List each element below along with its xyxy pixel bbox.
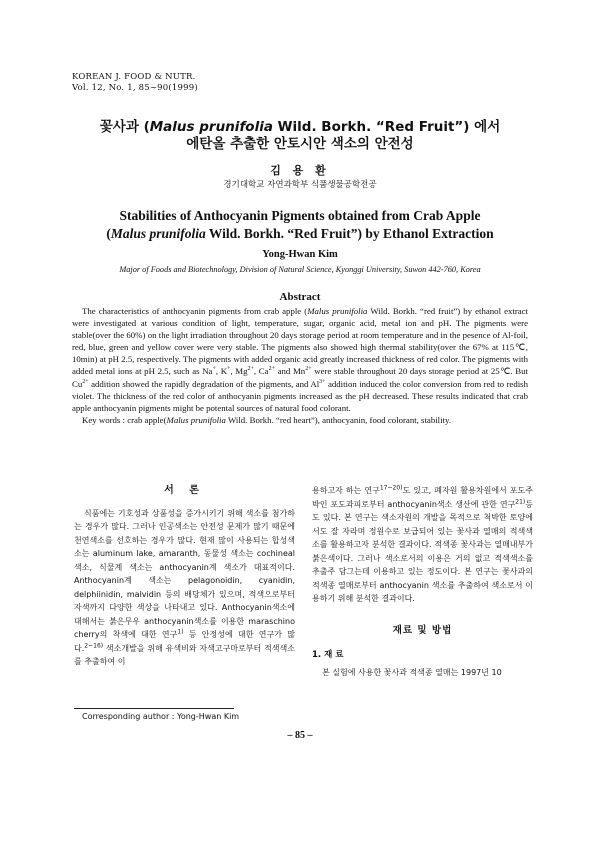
materials-paragraph: 본 실험에 사용한 꽃사과 적색종 열매는 1997년 10 xyxy=(322,667,502,677)
intro-paragraph: 식품에는 기호성과 상품성을 증가시키기 위해 색소를 첨가하는 경우가 많다. 그러나 인공색소는 안전성 문제가 많기 때문에 천연색소를 선호하는 경우가 많다. 현재 많이 사용되는 합성색소는 aluminum lake, amaranth, 동물성 색소는 cochineal색소, 식물계 색소는 anthocyanin계 색소가 대표적이다. Anthocyanin계 색소는 pelagonoidin, cyanidin, delphiinidin, malvidin 등의 배당체가 있으며, 적색으로부터 자색까지 다양한 색상을 나타내고 있다. Anthocyanin색소에 대해서는 붉은무우 anthocyanin색소를 이용한 maraschino cherry의 착색에 대한 연구$^{1)}$ 등 안정성에 대한 연구가 많다.$^{2\sim 16)}$ 색소개발을 위해 유색비와 자색고구마로부터 적색색소를 추출하여 이 xyxy=(74,508,295,666)
corresponding-author: Corresponding author : Yong-Hwan Kim xyxy=(82,712,240,721)
footnote-rule xyxy=(74,708,234,709)
korean-affiliation: 경기대학교 자연과학부 식품생물공학전공 xyxy=(223,180,377,190)
methods-heading: 재료 및 방법 xyxy=(392,624,453,636)
intro-paragraph-cont: 용하고자 하는 연구$^{17\sim 20)}$도 있고, 폐자원 활용차원에서 포도주박인 포도과피로부터 anthocyanin색소 생산에 관한 연구$^{21)}$등도 있다. 본 연구는 색소자원의 개발을 목적으로 척박한 토양에서도 잘 자라며 정원수로 보급되어 있는 꽃사과 열매의 적색색소를 활용하고자 분석한 결과이다. 적색종 꽃사과는 열매내부가 붉은색이다. 그러나 색소로서의 이용은 거의 없고 적색색소를 추출주 담그는데 이용하고 있는 정도이다. 본 연구는 꽃사과의 적색종 열매로부터 anthocyanin 색소를 추출하여 색소로서 이용하기 위해 분석한 결과이다. xyxy=(312,484,533,603)
korean-title-line-1: 꽃사과 (Malus prunifolia Wild. Borkh. “Red Fruit”) 에서 xyxy=(99,119,501,135)
abstract-body xyxy=(72,305,528,426)
english-author: Yong-Hwan Kim xyxy=(262,249,338,260)
right-column xyxy=(312,484,533,679)
intro-heading: 서 론 xyxy=(164,485,205,496)
english-title-line-1: Stabilities of Anthocyanin Pigments obtained from Crab Apple xyxy=(119,208,481,223)
journal-name: KOREAN J. FOOD & NUTR. xyxy=(72,72,196,82)
species-name: Malus prunifolia xyxy=(149,119,273,135)
page-number: – 85 – xyxy=(287,730,313,741)
english-affiliation: Major of Foods and Biotechnology, Division of Natural Science, Kyonggi University, Suwon 442-760, Korea xyxy=(119,265,481,274)
korean-author: 김 용 환 xyxy=(270,164,330,177)
materials-subheading: 1. 재 료 xyxy=(312,650,344,660)
species-name: Malus prunifolia xyxy=(110,226,206,241)
english-title-line-2: (Malus prunifolia Wild. Borkh. “Red Fruit”) by Ethanol Extraction xyxy=(106,226,494,241)
abstract-paragraph: The characteristics of anthocyanin pigments from crab apple (Malus prunifolia Wild. Borkh. “red fruit”) by ethanol extract were investigated at various condition of light, temperature, sugar, organic acid, metal ion and pH. The pigments were stable(over the 60%) on the light irradiation throughout 20 days storage period at room temperature and in the pesence of Al-foil, red, blue, green and yellow cover were very stable. The pigments also showed high thermal stability(over the 67% at 115℃, 10min) at pH 2.5, respectively. The pigments with added organic acid greatly increased thickness of red color. The pigments with added metal ions at pH 2.5, such as Na+, K+, $Mg^{2+}$, $Ca^{2+}$ and $Mn^{2+}$ were stable throughout 20 days storage period at 25℃. But $Cu^{2+}$ addition showed the rapidly degradation of the pigments, and $Al^{3+}$ addition induced the color conversion from red to redish violet. The thickness of the red color of anthocyanin pigments increased as the pH decreased. These results indicated that crab apple anthocyanin pigments might be potental sources of natural food colorant. xyxy=(72,306,528,413)
journal-volume: Vol. 12, No. 1, 85~90(1999) xyxy=(72,83,198,93)
korean-title-line-2: 에탄올 추출한 안토시안 색소의 안전성 xyxy=(186,136,414,152)
journal-citation xyxy=(72,72,198,94)
left-column xyxy=(74,484,295,669)
abstract-heading: Abstract xyxy=(279,291,321,303)
keywords: Key words : crab apple(Malus prunifolia Wild. Borkh. “red heart”), anthocyanin, food colorant, stability. xyxy=(82,414,452,425)
